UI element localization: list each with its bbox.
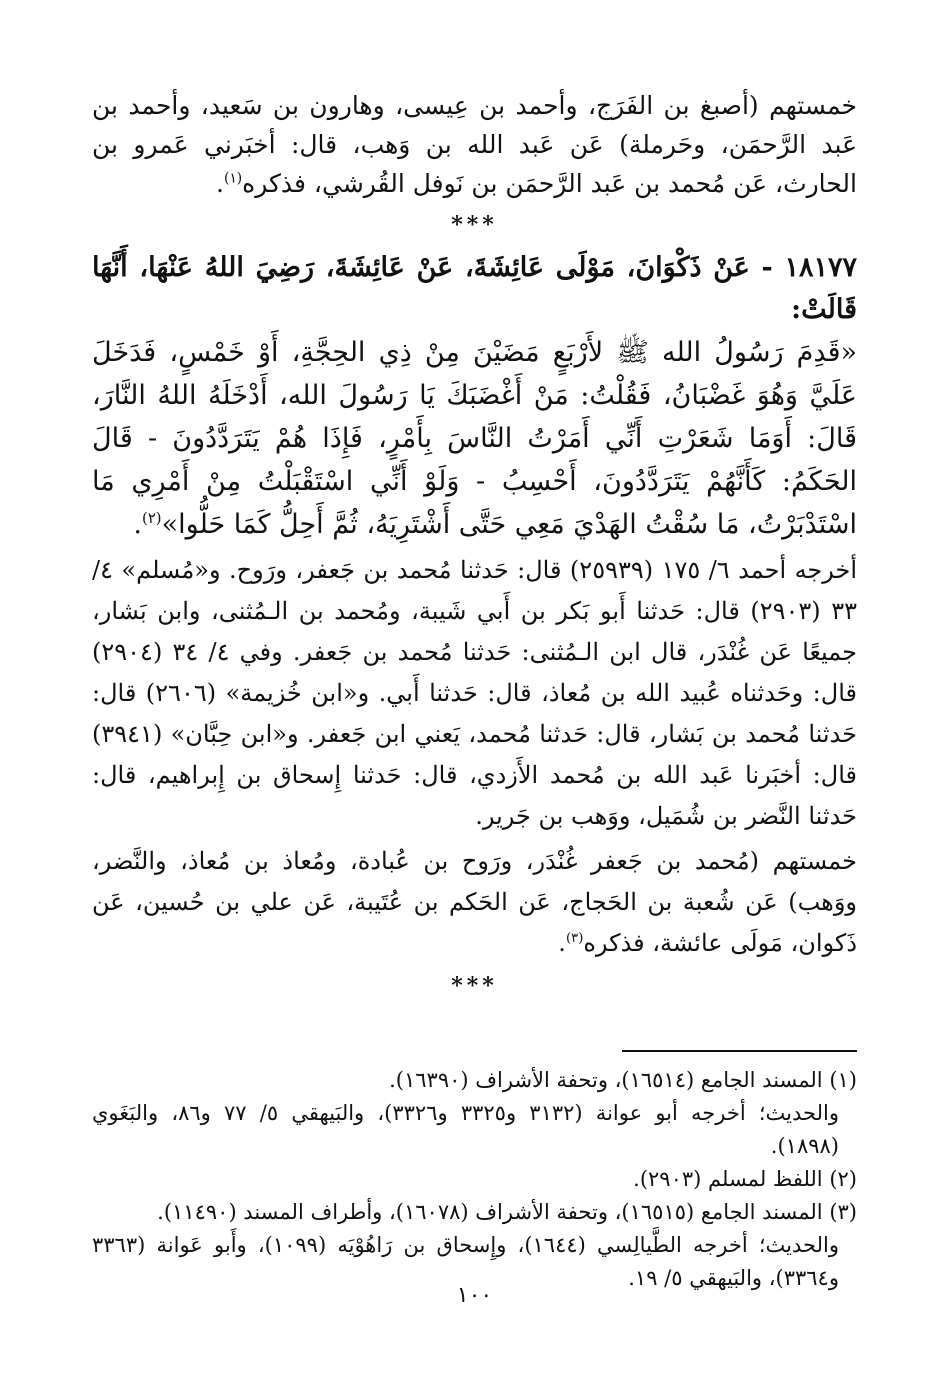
takhrij-paragraph: أخرجه أحمد ٦/ ١٧٥ (٢٥٩٣٩) قال: حَدثنا مُحمد بن جَعفر، ورَوح. و«مُسلم» ٤/ ٣٣ (٢٩٠٣) قال: حَدثنا أَبو بَكر بن أَبي شَيبة، ومُحمد بن الـمُثنى، وابن بَشار، جميعًا عَن غُنْدَر، قال ابن الـمُثنى: حَدثنا مُحمد بن جَعفر. وفي ٤/ ٣٤ (٢٩٠٤) قال: وحَدثناه عُبيد الله بن مُعاذ، قال: حَدثنا أَبي. و«ابن خُزيمة» (٢٦٠٦) قال: حَدثنا مُحمد بن بَشار، قال: حَدثنا مُحمد، يَعني ابن جَعفر. و«ابن حِبَّان» (٣٩٤١) قال: أخبَرنا عَبد الله بن مُحمد الأَزدي، قال: حَدثنا إِسحاق بن إِبراهيم، قال: حَدثنا النَّضر بن شُمَيل، ووَهب بن جَرير.: [92, 556, 858, 830]
footnote-1-continuation: والحديث؛ أخرجه أبو عوانة (٣١٣٢ و٣٣٢٥ و٣٣٢٦)، والبَيهقي ٥/ ٧٧ و٨٦، والبَغَوي (١٨٩٨).: [92, 1101, 839, 1158]
footnote-3-continuation: والحديث؛ أخرجه الطَّيالِسي (١٦٤٤)، وإِسحاق بن رَاهُوْيَه (١٠٩٩)، وأَبو عَوانة (٣٣٦٣ و٣٣٦٤)، والبَيهقي ٥/ ١٩.: [92, 1233, 839, 1290]
page-number: ١٠٠: [456, 1283, 493, 1308]
footnotes: [92, 1064, 857, 1295]
intro-paragraph: خمستهم (أصبغ بن الفَرَج، وأحمد بن عِيسى، وهارون بن سَعيد، وأحمد بن عَبد الرَّحمَن، وحَرملة) عَن عَبد الله بن وَهب، قال: أخبَرني عَمرو بن الحارث، عَن مُحمد بن عَبد الرَّحمَن بن نَوفل القُرشي، فذكره$^{(١)}$.: [92, 91, 857, 198]
footnote-2: (٢) اللفظ لمسلم (٢٩٠٣).: [633, 1167, 857, 1191]
footnote-1: (١) المسند الجامع (١٦٥١٤)، وتحفة الأشراف (١٦٣٩٠).: [389, 1068, 857, 1092]
footnote-ref-2[interactable]: (٢): [142, 509, 162, 527]
footnote-divider: [622, 1050, 857, 1052]
section-separator: ***: [451, 973, 498, 999]
footnote-3: (٣) المسند الجامع (١٦٥١٥)، وتحفة الأشراف (١٦٠٧٨)، وأطراف المسند (١١٤٩٠).: [157, 1200, 857, 1224]
footnote-ref-1[interactable]: (١): [223, 170, 243, 187]
hadith-heading: ١٨١٧٧ - عَنْ ذَكْوَانَ، مَوْلَى عَائِشَةَ، عَنْ عَائِشَةَ، رَضِيَ اللهُ عَنْهَا، أَنَّهَا قَالَتْ:: [92, 252, 857, 325]
hadith-text-body: «قَدِمَ رَسُولُ الله ﷺ لأَرْبَعٍ مَضَيْنَ مِنْ ذِي الحِجَّةِ، أَوْ خَمْسٍ، فَدَخَلَ عَلَيَّ وَهُوَ غَضْبَانُ، فَقُلْتُ: مَنْ أَغْضَبَكَ يَا رَسُولَ الله، أَدْخَلَهُ اللهُ النَّارَ، قَالَ: أَوَمَا شَعَرْتِ أَنِّي أَمَرْتُ النَّاسَ بِأَمْرٍ، فَإِذَا هُمْ يَتَرَدَّدُونَ - قَالَ الحَكَمُ: كَأَنَّهُمْ يَتَرَدَّدُونَ، أَحْسِبُ - وَلَوْ أَنِّي اسْتَقْبَلْتُ مِنْ أَمْرِي مَا اسْتَدْبَرْتُ، مَا سُقْتُ الهَدْيَ مَعِي حَتَّى أَشْتَرِيَهُ، ثُمَّ أَحِلُّ كَمَا حَلُّوا»: [92, 337, 857, 540]
footnote-ref-3[interactable]: (٣): [565, 931, 584, 946]
hadith-text: «قَدِمَ رَسُولُ الله ﷺ لأَرْبَعٍ مَضَيْنَ مِنْ ذِي الحِجَّةِ، أَوْ خَمْسٍ، فَدَخَلَ عَلَيَّ وَهُوَ غَضْبَانُ، فَقُلْتُ: مَنْ أَغْضَبَكَ يَا رَسُولَ الله، أَدْخَلَهُ اللهُ النَّارَ، قَالَ: أَوَمَا شَعَرْتِ أَنِّي أَمَرْتُ النَّاسَ بِأَمْرٍ، فَإِذَا هُمْ يَتَرَدَّدُونَ - قَالَ الحَكَمُ: كَأَنَّهُمْ يَتَرَدَّدُونَ، أَحْسِبُ - وَلَوْ أَنِّي اسْتَقْبَلْتُ مِنْ أَمْرِي مَا اسْتَدْبَرْتُ، مَا سُقْتُ الهَدْيَ مَعِي حَتَّى أَشْتَرِيَهُ، ثُمَّ أَحِلُّ كَمَا حَلُّوا»$^{(٢)}$.: [92, 337, 857, 540]
page-content: [92, 86, 857, 1295]
intro-paragraph-text: خمستهم (أصبغ بن الفَرَج، وأحمد بن عِيسى، وهارون بن سَعيد، وأحمد بن عَبد الرَّحمَن، وحَرملة) عَن عَبد الله بن وَهب، قال: أخبَرني عَمرو بن الحارث، عَن مُحمد بن عَبد الرَّحمَن بن نَوفل القُرشي، فذكره: [92, 91, 857, 198]
chain-paragraph: خمستهم (مُحمد بن جَعفر غُنْدَر، ورَوح بن عُبادة، ومُعاذ بن مُعاذ، والنَّضر، ووَهب) عَن شُعبة بن الحَجاج، عَن الحَكم بن عُتَيبة، عَن علي بن حُسين، عَن ذَكوان، مَولَى عائشة، فذكره$^{(٣)}$.: [92, 847, 857, 957]
section-separator: ***: [451, 212, 498, 238]
chain-paragraph-text: خمستهم (مُحمد بن جَعفر غُنْدَر، ورَوح بن عُبادة، ومُعاذ بن مُعاذ، والنَّضر، ووَهب) عَن شُعبة بن الحَجاج، عَن الحَكم بن عُتَيبة، عَن علي بن حُسين، عَن ذَكوان، مَولَى عائشة، فذكره: [92, 847, 857, 957]
